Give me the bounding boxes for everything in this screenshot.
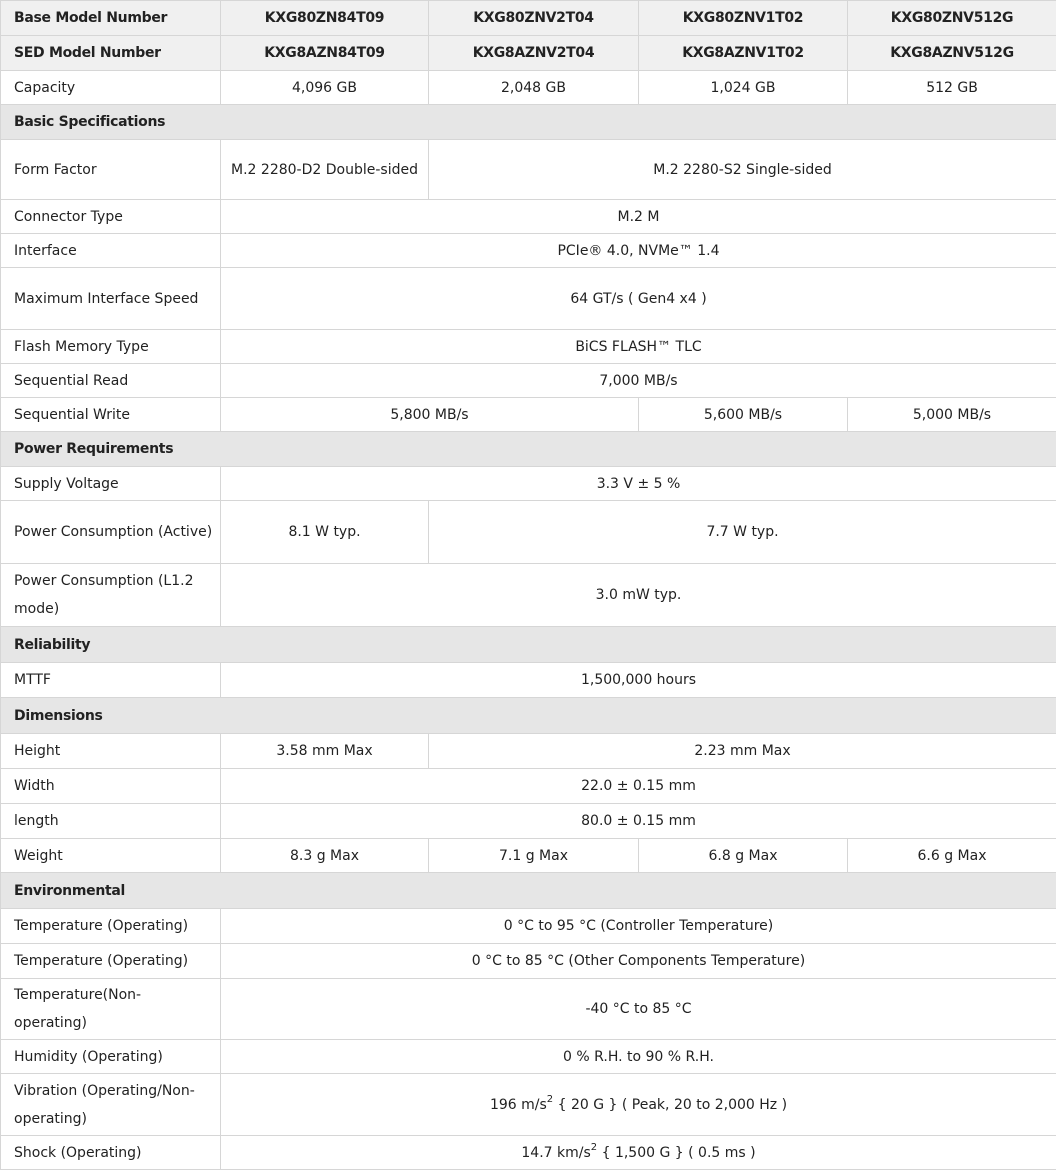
form-factor-single-sided: M.2 2280-S2 Single-sided [429,140,1056,200]
capacity-cell: 1,024 GB [639,71,848,105]
max-interface-speed-value: 64 GT/s ( Gen4 x4 ) [221,268,1056,330]
weight-label: Weight [1,839,221,873]
form-factor-label: Form Factor [1,140,221,200]
height-value: 3.58 mm Max [221,734,429,769]
shock-value-main: 14.7 km/s [521,1145,590,1161]
sed-model-cell: KXG8AZNV2T04 [429,36,639,71]
connector-type-row [1,200,1056,234]
supply-voltage-value: 3.3 V ± 5 % [221,467,1056,501]
base-model-cell: KXG80ZNV2T04 [429,1,639,36]
interface-row [1,234,1056,268]
sequential-read-value: 7,000 MB/s [221,364,1056,398]
height-value: 2.23 mm Max [429,734,1056,769]
section-environmental [1,873,1056,909]
temp-operating-controller-row [1,909,1056,944]
supply-voltage-label: Supply Voltage [1,467,221,501]
vibration-row [1,1074,1056,1136]
section-title: Environmental [1,873,1056,909]
vibration-value-main: 196 m/s [490,1097,547,1113]
temp-non-operating-value: -40 °C to 85 °C [221,979,1056,1040]
mttf-value: 1,500,000 hours [221,663,1056,698]
section-reliability [1,627,1056,663]
weight-value: 6.6 g Max [848,839,1056,873]
sed-model-cell: KXG8AZNV512G [848,36,1056,71]
capacity-row [1,71,1056,105]
power-l12-row [1,564,1056,627]
length-row [1,804,1056,839]
temp-operating-label: Temperature (Operating) [1,944,221,979]
max-interface-speed-label: Maximum Interface Speed [1,268,221,330]
supply-voltage-row [1,467,1056,501]
interface-value: PCIe® 4.0, NVMe™ 1.4 [221,234,1056,268]
sequential-write-value: 5,800 MB/s [221,398,639,432]
flash-memory-type-value: BiCS FLASH™ TLC [221,330,1056,364]
shock-label: Shock (Operating) [1,1136,221,1170]
shock-row [1,1136,1056,1170]
temp-operating-other-row [1,944,1056,979]
temp-operating-other-value: 0 °C to 85 °C (Other Components Temperature) [221,944,1056,979]
sequential-write-label: Sequential Write [1,398,221,432]
power-active-row [1,501,1056,564]
section-title: Power Requirements [1,432,1056,467]
vibration-value [221,1074,1056,1136]
humidity-label: Humidity (Operating) [1,1040,221,1074]
power-l12-label: Power Consumption (L1.2 mode) [1,564,221,627]
weight-value: 6.8 g Max [639,839,848,873]
sequential-write-row [1,398,1056,432]
mttf-label: MTTF [1,663,221,698]
connector-type-value: M.2 M [221,200,1056,234]
capacity-cell: 512 GB [848,71,1056,105]
humidity-row [1,1040,1056,1074]
weight-row [1,839,1056,873]
section-title: Reliability [1,627,1056,663]
form-factor-double-sided: M.2 2280-D2 Double-sided [221,140,429,200]
height-label: Height [1,734,221,769]
width-label: Width [1,769,221,804]
max-interface-speed-row [1,268,1056,330]
length-value: 80.0 ± 0.15 mm [221,804,1056,839]
section-basic-specifications [1,105,1056,140]
temp-non-operating-label: Temperature(Non-operating) [1,979,221,1040]
vibration-exponent: 2 [547,1094,553,1105]
interface-label: Interface [1,234,221,268]
width-value: 22.0 ± 0.15 mm [221,769,1056,804]
section-title: Dimensions [1,698,1056,734]
humidity-value: 0 % R.H. to 90 % R.H. [221,1040,1056,1074]
vibration-label: Vibration (Operating/Non-operating) [1,1074,221,1136]
capacity-label: Capacity [1,71,221,105]
vibration-value-detail: { 20 G } ( Peak, 20 to 2,000 Hz ) [553,1097,787,1113]
flash-memory-type-row [1,330,1056,364]
shock-exponent: 2 [591,1142,597,1153]
power-active-value: 8.1 W typ. [221,501,429,564]
form-factor-row [1,140,1056,200]
base-model-cell: KXG80ZN84T09 [221,1,429,36]
sed-model-label: SED Model Number [1,36,221,71]
height-row [1,734,1056,769]
weight-value: 7.1 g Max [429,839,639,873]
section-title: Basic Specifications [1,105,1056,140]
sequential-read-row [1,364,1056,398]
section-dimensions [1,698,1056,734]
sequential-read-label: Sequential Read [1,364,221,398]
power-active-value: 7.7 W typ. [429,501,1056,564]
weight-value: 8.3 g Max [221,839,429,873]
shock-value-detail: { 1,500 G } ( 0.5 ms ) [597,1145,755,1161]
temp-operating-controller-value: 0 °C to 95 °C (Controller Temperature) [221,909,1056,944]
sed-model-row [1,36,1056,71]
temp-operating-label: Temperature (Operating) [1,909,221,944]
capacity-cell: 2,048 GB [429,71,639,105]
base-model-label: Base Model Number [1,1,221,36]
sed-model-cell: KXG8AZNV1T02 [639,36,848,71]
sequential-write-value: 5,000 MB/s [848,398,1056,432]
mttf-row [1,663,1056,698]
width-row [1,769,1056,804]
base-model-cell: KXG80ZNV512G [848,1,1056,36]
power-l12-value: 3.0 mW typ. [221,564,1056,627]
section-power-requirements [1,432,1056,467]
flash-memory-type-label: Flash Memory Type [1,330,221,364]
shock-value [221,1136,1056,1170]
power-active-label: Power Consumption (Active) [1,501,221,564]
base-model-cell: KXG80ZNV1T02 [639,1,848,36]
sequential-write-value: 5,600 MB/s [639,398,848,432]
length-label: length [1,804,221,839]
sed-model-cell: KXG8AZN84T09 [221,36,429,71]
temp-non-operating-row [1,979,1056,1040]
capacity-cell: 4,096 GB [221,71,429,105]
base-model-row [1,1,1056,36]
connector-type-label: Connector Type [1,200,221,234]
